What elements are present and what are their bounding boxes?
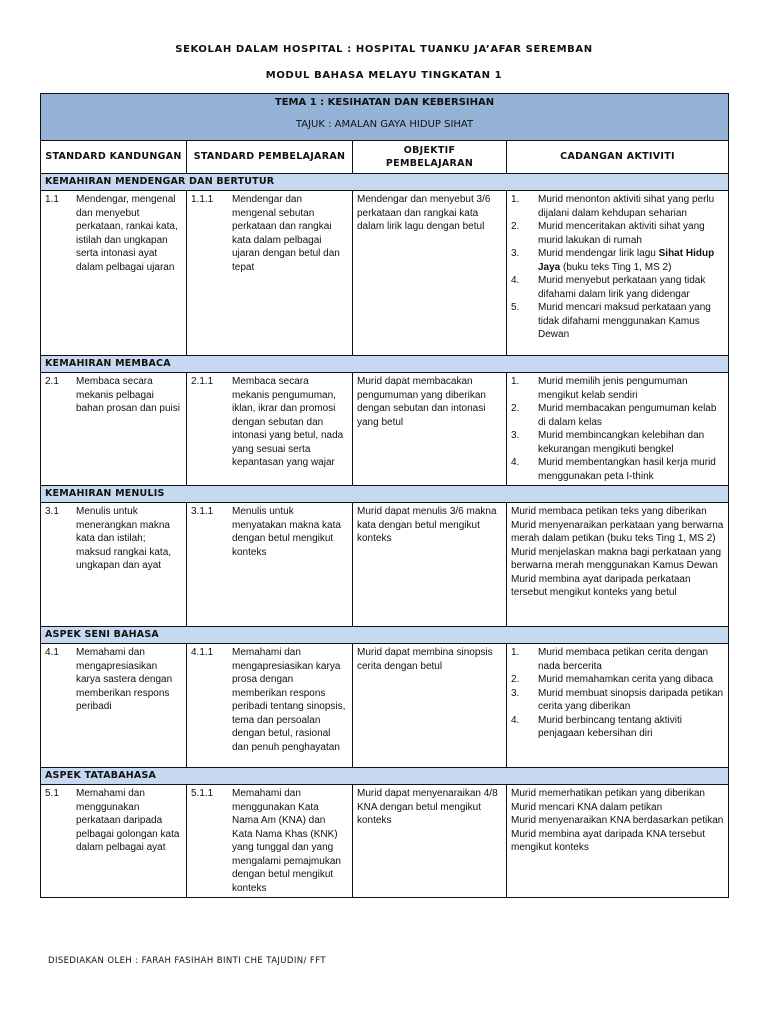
- list-item: 4. Murid menyebut perkataan yang tidak difahami dalam lirik yang didengar: [511, 275, 706, 300]
- col-standard-kandungan: STANDARD KANDUNGAN: [41, 141, 187, 174]
- sp-text: Membaca secara mekanis pengumuman, iklan, ikrar dan promosi dengan sebutan dan intonasi yang betul, nada yang sesuai serta kepantasan yang wajar: [232, 376, 344, 468]
- sp-number: 2.1.1: [191, 376, 214, 387]
- list-item: Murid menjelaskan makna bagi perkataan yang berwarna merah menggunakan Kamus Dewan: [511, 546, 722, 571]
- section-header: KEMAHIRAN MENULIS: [41, 486, 729, 503]
- prepared-by: DISEDIAKAN OLEH : FARAH FASIHAH BINTI CHE TAJUDIN/ FFT: [48, 956, 326, 966]
- section-header: KEMAHIRAN MEMBACA: [41, 356, 729, 373]
- list-item: Murid menyenaraikan perkataan yang berwarna merah dalam petikan (buku teks Ting 1, MS 2): [511, 519, 724, 544]
- objektif-text: Murid dapat membina sinopsis cerita dengan betul: [353, 644, 507, 768]
- list-item: 1. Murid membaca petikan cerita dengan nada bercerita: [511, 647, 709, 672]
- sk-number: 4.1: [45, 647, 59, 658]
- objektif-text: Murid dapat membacakan pengumuman yang diberikan dengan sebutan dan intonasi yang betul: [353, 373, 507, 486]
- list-item: 2. Murid memahamkan cerita yang dibaca: [511, 674, 714, 685]
- list-item: 4. Murid membentangkan hasil kerja murid menggunakan peta I-think: [511, 457, 716, 482]
- sp-number: 5.1.1: [191, 788, 214, 799]
- tema-row: [41, 94, 729, 141]
- section-header: KEMAHIRAN MENDENGAR DAN BERTUTUR: [41, 174, 729, 191]
- sk-text: Memahami dan mengapresiasikan karya sastera dengan memberikan respons peribadi: [76, 647, 173, 712]
- aktiviti-list: [511, 375, 724, 483]
- sk-number: 2.1: [45, 376, 59, 387]
- sp-number: 1.1.1: [191, 194, 214, 205]
- sp-text: Mendengar dan mengenal sebutan perkataan dan rangkai kata dalam pelbagai ujaran dengan betul dan tepat: [232, 194, 340, 273]
- list-item: Murid menyenaraikan KNA berdasarkan petikan: [511, 815, 724, 826]
- section-header: ASPEK TATABAHASA: [41, 768, 729, 785]
- objektif-text: Murid dapat menyenaraikan 4/8 KNA dengan betul mengikut konteks: [353, 785, 507, 898]
- section-row: [41, 644, 729, 768]
- col-objektif-pembelajaran: OBJEKTIF PEMBELAJARAN: [353, 141, 507, 174]
- list-item: 3. Murid mendengar lirik lagu Sihat Hidup Jaya (buku teks Ting 1, MS 2): [511, 248, 715, 273]
- sp-text: Memahami dan menggunakan Kata Nama Am (KNA) dan Kata Nama Khas (KNK) yang tunggal dan yang mengalami pemajmukan dengan betul mengikut konteks: [232, 788, 341, 894]
- section-row: [41, 503, 729, 627]
- list-item: Murid memerhatikan petikan yang diberikan: [511, 788, 705, 799]
- sk-text: Membaca secara mekanis pelbagai bahan prosan dan puisi: [76, 376, 180, 414]
- tajuk-title: TAJUK : AMALAN GAYA HIDUP SIHAT: [295, 118, 474, 130]
- list-item: Murid mencari KNA dalam petikan: [511, 801, 663, 813]
- objektif-text: Mendengar dan menyebut 3/6 perkataan dan rangkai kata dalam lirik lagu dengan betul: [353, 191, 507, 356]
- sk-number: 5.1: [45, 788, 59, 799]
- sp-number: 3.1.1: [191, 506, 214, 517]
- column-header-row: [41, 141, 729, 174]
- list-item: Murid membaca petikan teks yang diberikan: [511, 506, 707, 517]
- aktiviti-plain: [507, 503, 729, 627]
- list-item: 3. Murid membincangkan kelebihan dan kekurangan mengikuti bengkel: [511, 430, 705, 455]
- school-title: SEKOLAH DALAM HOSPITAL : HOSPITAL TUANKU JA’AFAR SEREMBAN: [175, 44, 593, 55]
- section-row: [41, 373, 729, 486]
- sk-text: Mendengar, mengenal dan menyebut perkataan, rankai kata, istilah dan ungkapan serta intonasi ayat dalam pelbagai ujaran: [76, 194, 178, 273]
- module-table: [40, 93, 729, 898]
- list-item: 1. Murid menonton aktiviti sihat yang perlu dijalani dalam kehdupan seharian: [511, 194, 715, 219]
- sp-number: 4.1.1: [191, 647, 214, 658]
- list-item: 2. Murid menceritakan aktiviti sihat yang murid lakukan di rumah: [511, 221, 705, 246]
- section-header: ASPEK SENI BAHASA: [41, 627, 729, 644]
- module-title: MODUL BAHASA MELAYU TINGKATAN 1: [265, 70, 503, 81]
- song-title: Sihat Hidup Jaya: [538, 248, 715, 273]
- tema-title: TEMA 1 : KESIHATAN DAN KEBERSIHAN: [274, 97, 495, 108]
- aktiviti-list: [511, 646, 724, 741]
- list-item: 3. Murid membuat sinopsis daripada petikan cerita yang diberikan: [511, 687, 724, 712]
- sk-text: Menulis untuk menerangkan makna kata dan istilah; maksud rangkai kata, ungkapan dan ayat: [76, 506, 172, 571]
- section-row: [41, 191, 729, 356]
- list-item: 4. Murid berbincang tentang aktiviti penjagaan kebersihan diri: [511, 714, 682, 739]
- sk-number: 1.1: [45, 194, 59, 205]
- list-item: 5. Murid mencari maksud perkataan yang tidak difahami menggunakan Kamus Dewan: [511, 302, 711, 340]
- col-standard-pembelajaran: STANDARD PEMBELAJARAN: [187, 141, 353, 174]
- sp-text: Memahami dan mengapresiasikan karya prosa dengan memberikan respons peribadi tentang sinopsis, tema dan persoalan dengan betul, rasional dan penuh penghayatan: [232, 647, 346, 753]
- list-item: 2. Murid membacakan pengumuman kelab di dalam kelas: [511, 403, 717, 428]
- list-item: Murid membina ayat daripada perkataan tersebut mengikut konteks yang betul: [511, 573, 691, 598]
- sk-text: Memahami dan menggunakan perkataan daripada pelbagai golongan kata dalam pelbagai ayat: [76, 788, 180, 853]
- list-item: 1. Murid memilih jenis pengumuman mengikut kelab sendiri: [511, 376, 688, 401]
- aktiviti-plain: [507, 785, 729, 898]
- sk-number: 3.1: [45, 506, 59, 517]
- col-cadangan-aktiviti: CADANGAN AKTIVITI: [507, 141, 729, 174]
- sp-text: Menulis untuk menyatakan makna kata dengan betul mengikut konteks: [232, 506, 341, 558]
- objektif-text: Murid dapat menulis 3/6 makna kata dengan betul mengikut konteks: [353, 503, 507, 627]
- aktiviti-list: [511, 193, 724, 342]
- list-item: Murid membina ayat daripada KNA tersebut mengikut konteks: [511, 828, 705, 853]
- section-row: [41, 785, 729, 898]
